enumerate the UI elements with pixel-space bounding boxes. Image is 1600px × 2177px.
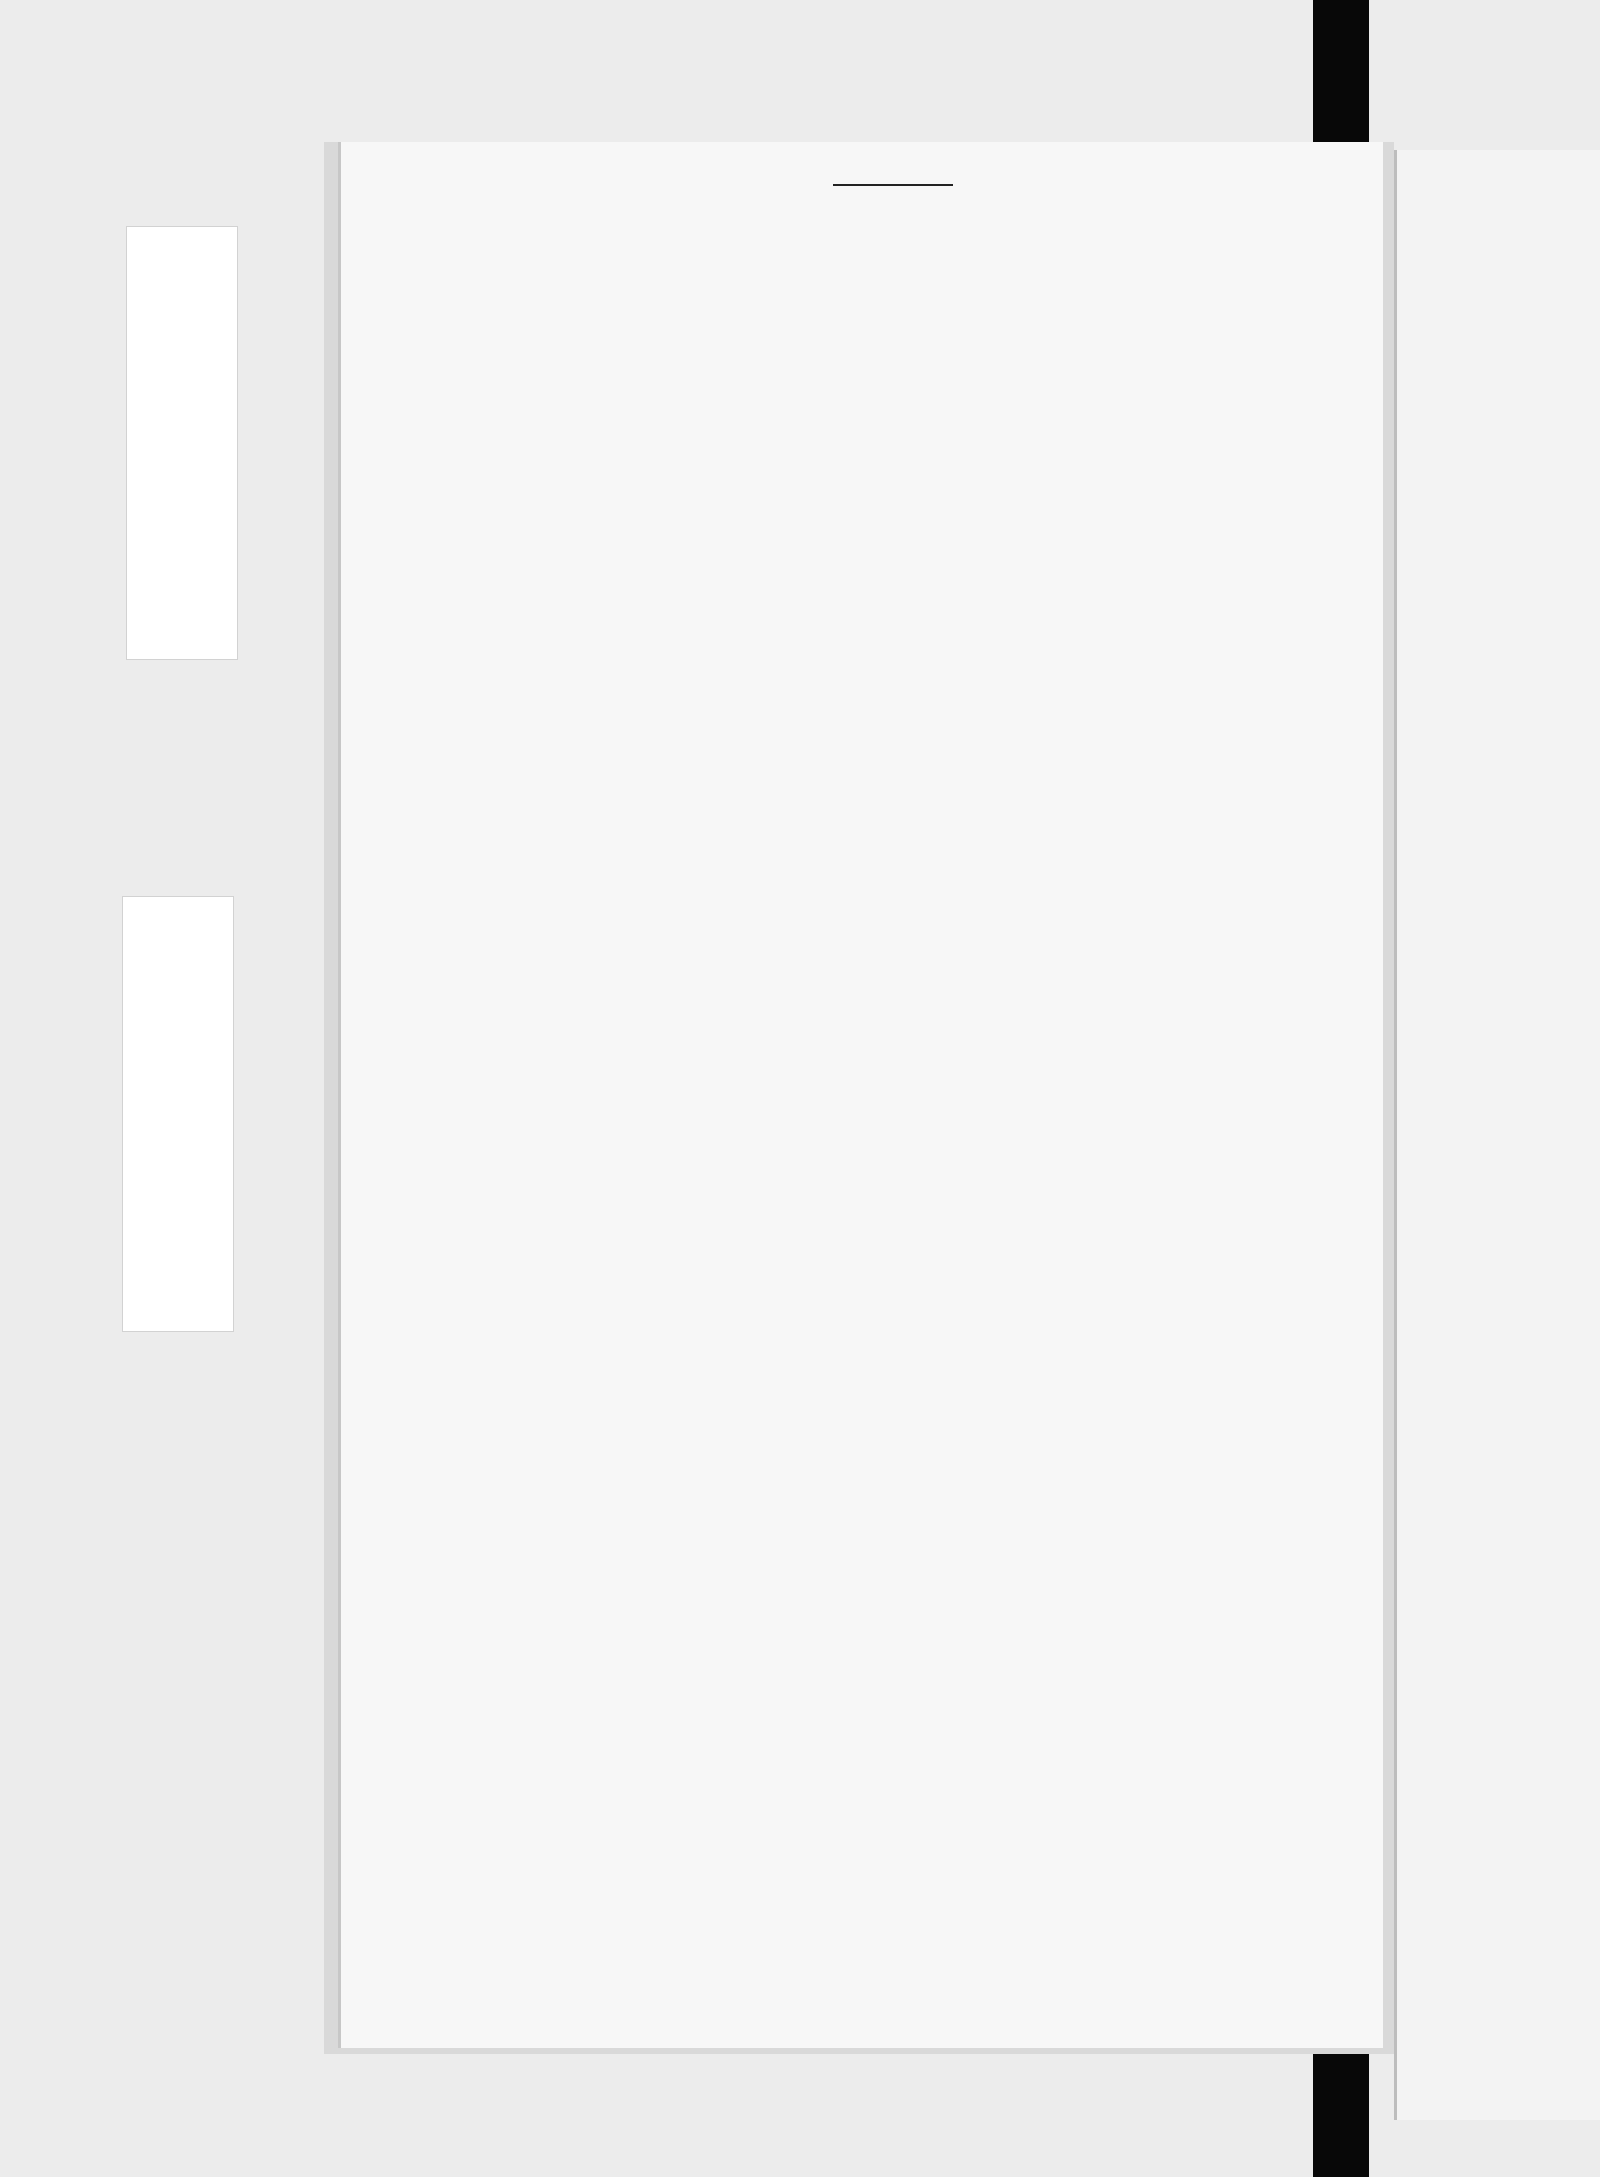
- soiled-document-label: [126, 226, 238, 660]
- divider-rule: [833, 184, 953, 186]
- page-text: [433, 172, 1353, 200]
- right-page-fragment: [1394, 150, 1600, 2120]
- left-page: [338, 142, 1383, 2048]
- bleed-through-label: [122, 896, 234, 1332]
